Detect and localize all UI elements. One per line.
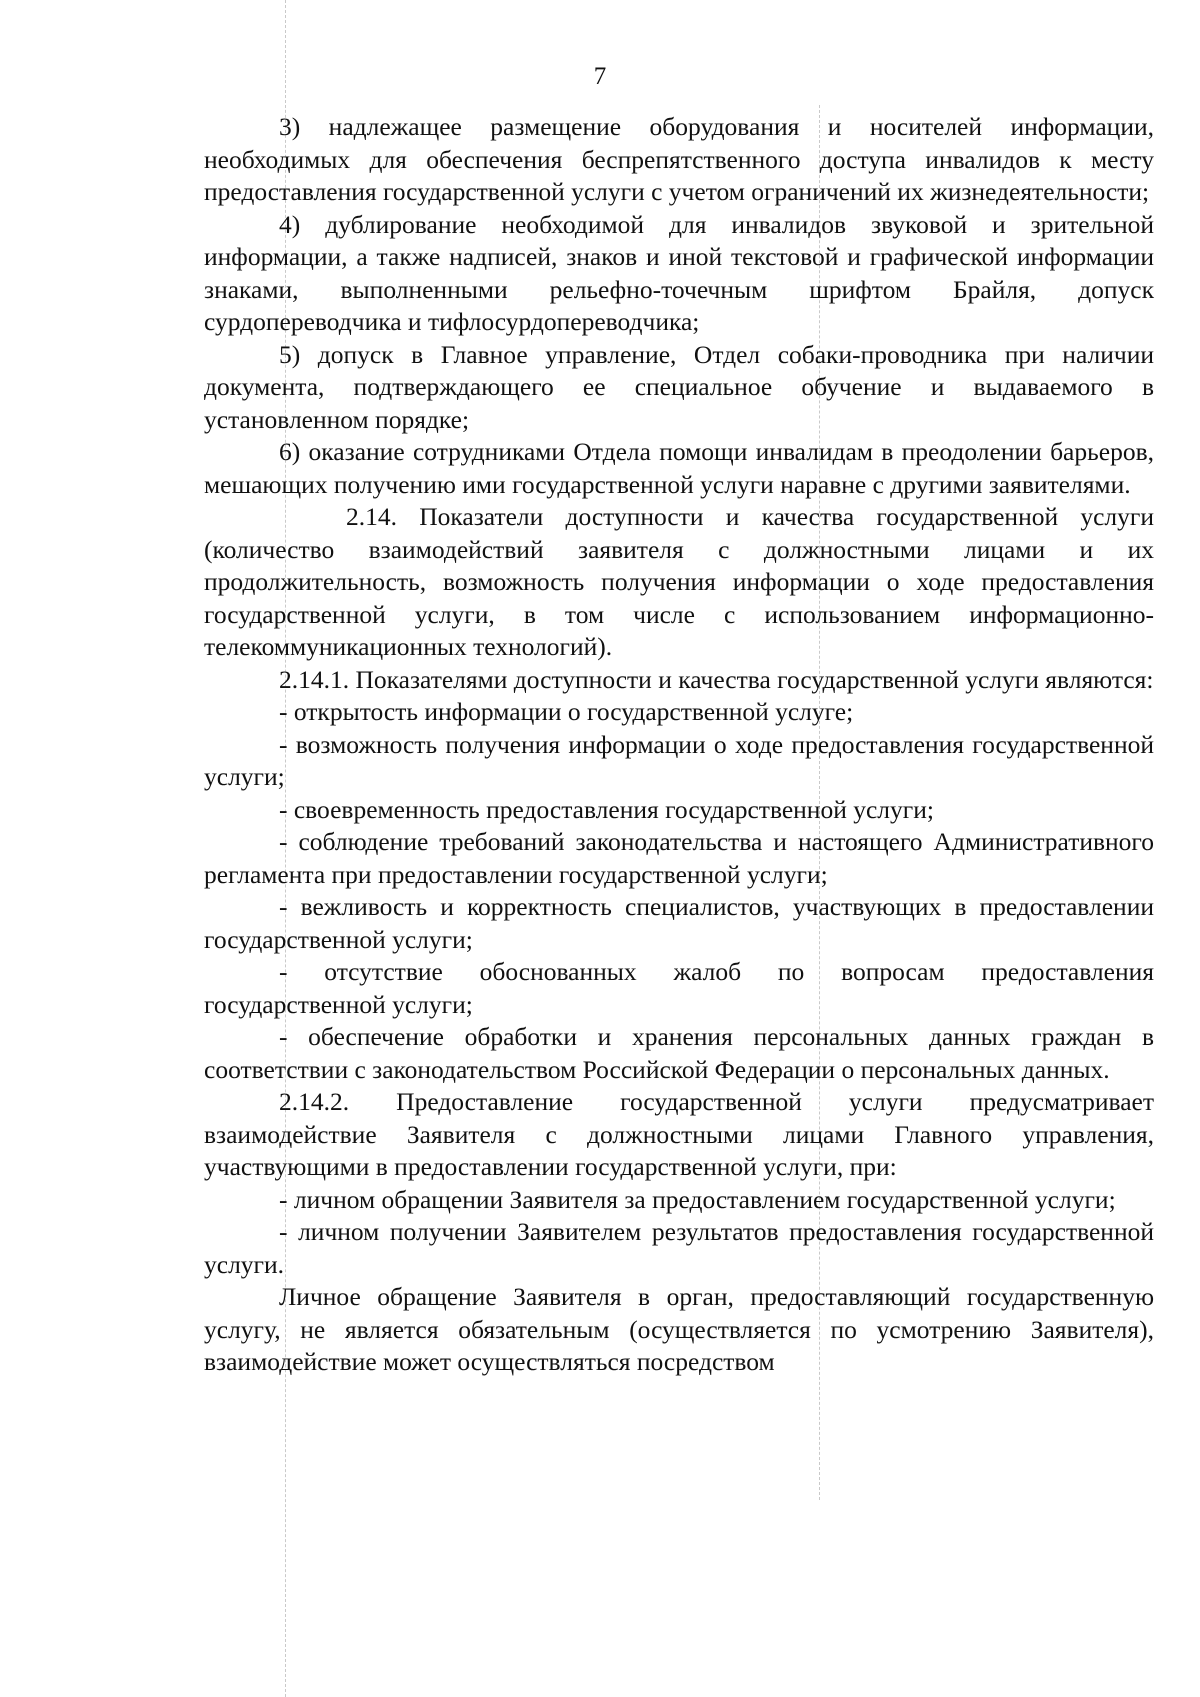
indicator-no-complaints: - отсутствие обоснованных жалоб по вопросам предоставления государственной услуги; <box>204 957 1154 1019</box>
indicator-personal-data: - обеспечение обработки и хранения персональных данных граждан в соответствии с законодательством Российской Федерации о персональных данных. <box>204 1022 1154 1084</box>
list-item-4-braille-duplication: 4) дублирование необходимой для инвалидов звуковой и зрительной информации, а также надписей, знаков и иной текстовой и графической информации знаками, выполненными рельефно-точечным шрифтом Брайля, допуск сурдопереводчика и тифлосурдопереводчика; <box>204 209 1154 336</box>
indicator-timeliness: - своевременность предоставления государственной услуги; <box>279 794 934 824</box>
personal-application-note: Личное обращение Заявителя в орган, предоставляющий государственную услугу, не является обязательным (осуществляется по усмотрению Заявителя), взаимодействие может осуществляться посредством <box>204 1282 1154 1376</box>
page-number: 7 <box>593 63 607 90</box>
indicator-progress-info: - возможность получения информации о ходе предоставления государственной услуги; <box>204 729 1154 791</box>
document-body <box>204 111 1154 1379</box>
section-2-14-2-intro: 2.14.2. Предоставление государственной услуги предусматривает взаимодействие Заявителя с должностными лицами Главного управления, участвующими в предоставлении государственной услуги, при: <box>204 1087 1154 1181</box>
section-2-14-1-intro: 2.14.1. Показателями доступности и качества государственной услуги являются: <box>279 664 1154 694</box>
indicator-politeness: - вежливость и корректность специалистов, участвующих в предоставлении государственной услуги; <box>204 892 1154 954</box>
interaction-personal-application: - личном обращении Заявителя за предоставлением государственной услуги; <box>279 1184 1116 1214</box>
section-2-14-heading: 2.14. Показатели доступности и качества государственной услуги (количество взаимодействий заявителя с должностными лицами и их продолжительность, возможность получения информации о ходе предоставления государственной услуги, в том числе с использованием информационно-телекоммуникационных технологий). <box>204 502 1154 661</box>
list-item-3-accessible-equipment: 3) надлежащее размещение оборудования и носителей информации, необходимых для обеспечения беспрепятственного доступа инвалидов к месту предоставления государственной услуги с учетом ограничений их жизнедеятельности; <box>204 112 1154 206</box>
interaction-personal-receipt: - личном получении Заявителем результатов предоставления государственной услуги. <box>204 1217 1154 1279</box>
list-item-5-guide-dog-access: 5) допуск в Главное управление, Отдел собаки-проводника при наличии документа, подтверждающего ее специальное обучение и выдаваемого в установленном порядке; <box>204 339 1154 434</box>
indicator-openness: - открытость информации о государственной услуге; <box>279 697 854 726</box>
list-item-6-staff-assistance: 6) оказание сотрудниками Отдела помощи инвалидам в преодолении барьеров, мешающих получению ими государственной услуги наравне с другими заявителями. <box>204 437 1154 499</box>
indicator-compliance: - соблюдение требований законодательства и настоящего Административного регламента при предоставлении государственной услуги; <box>204 827 1154 889</box>
